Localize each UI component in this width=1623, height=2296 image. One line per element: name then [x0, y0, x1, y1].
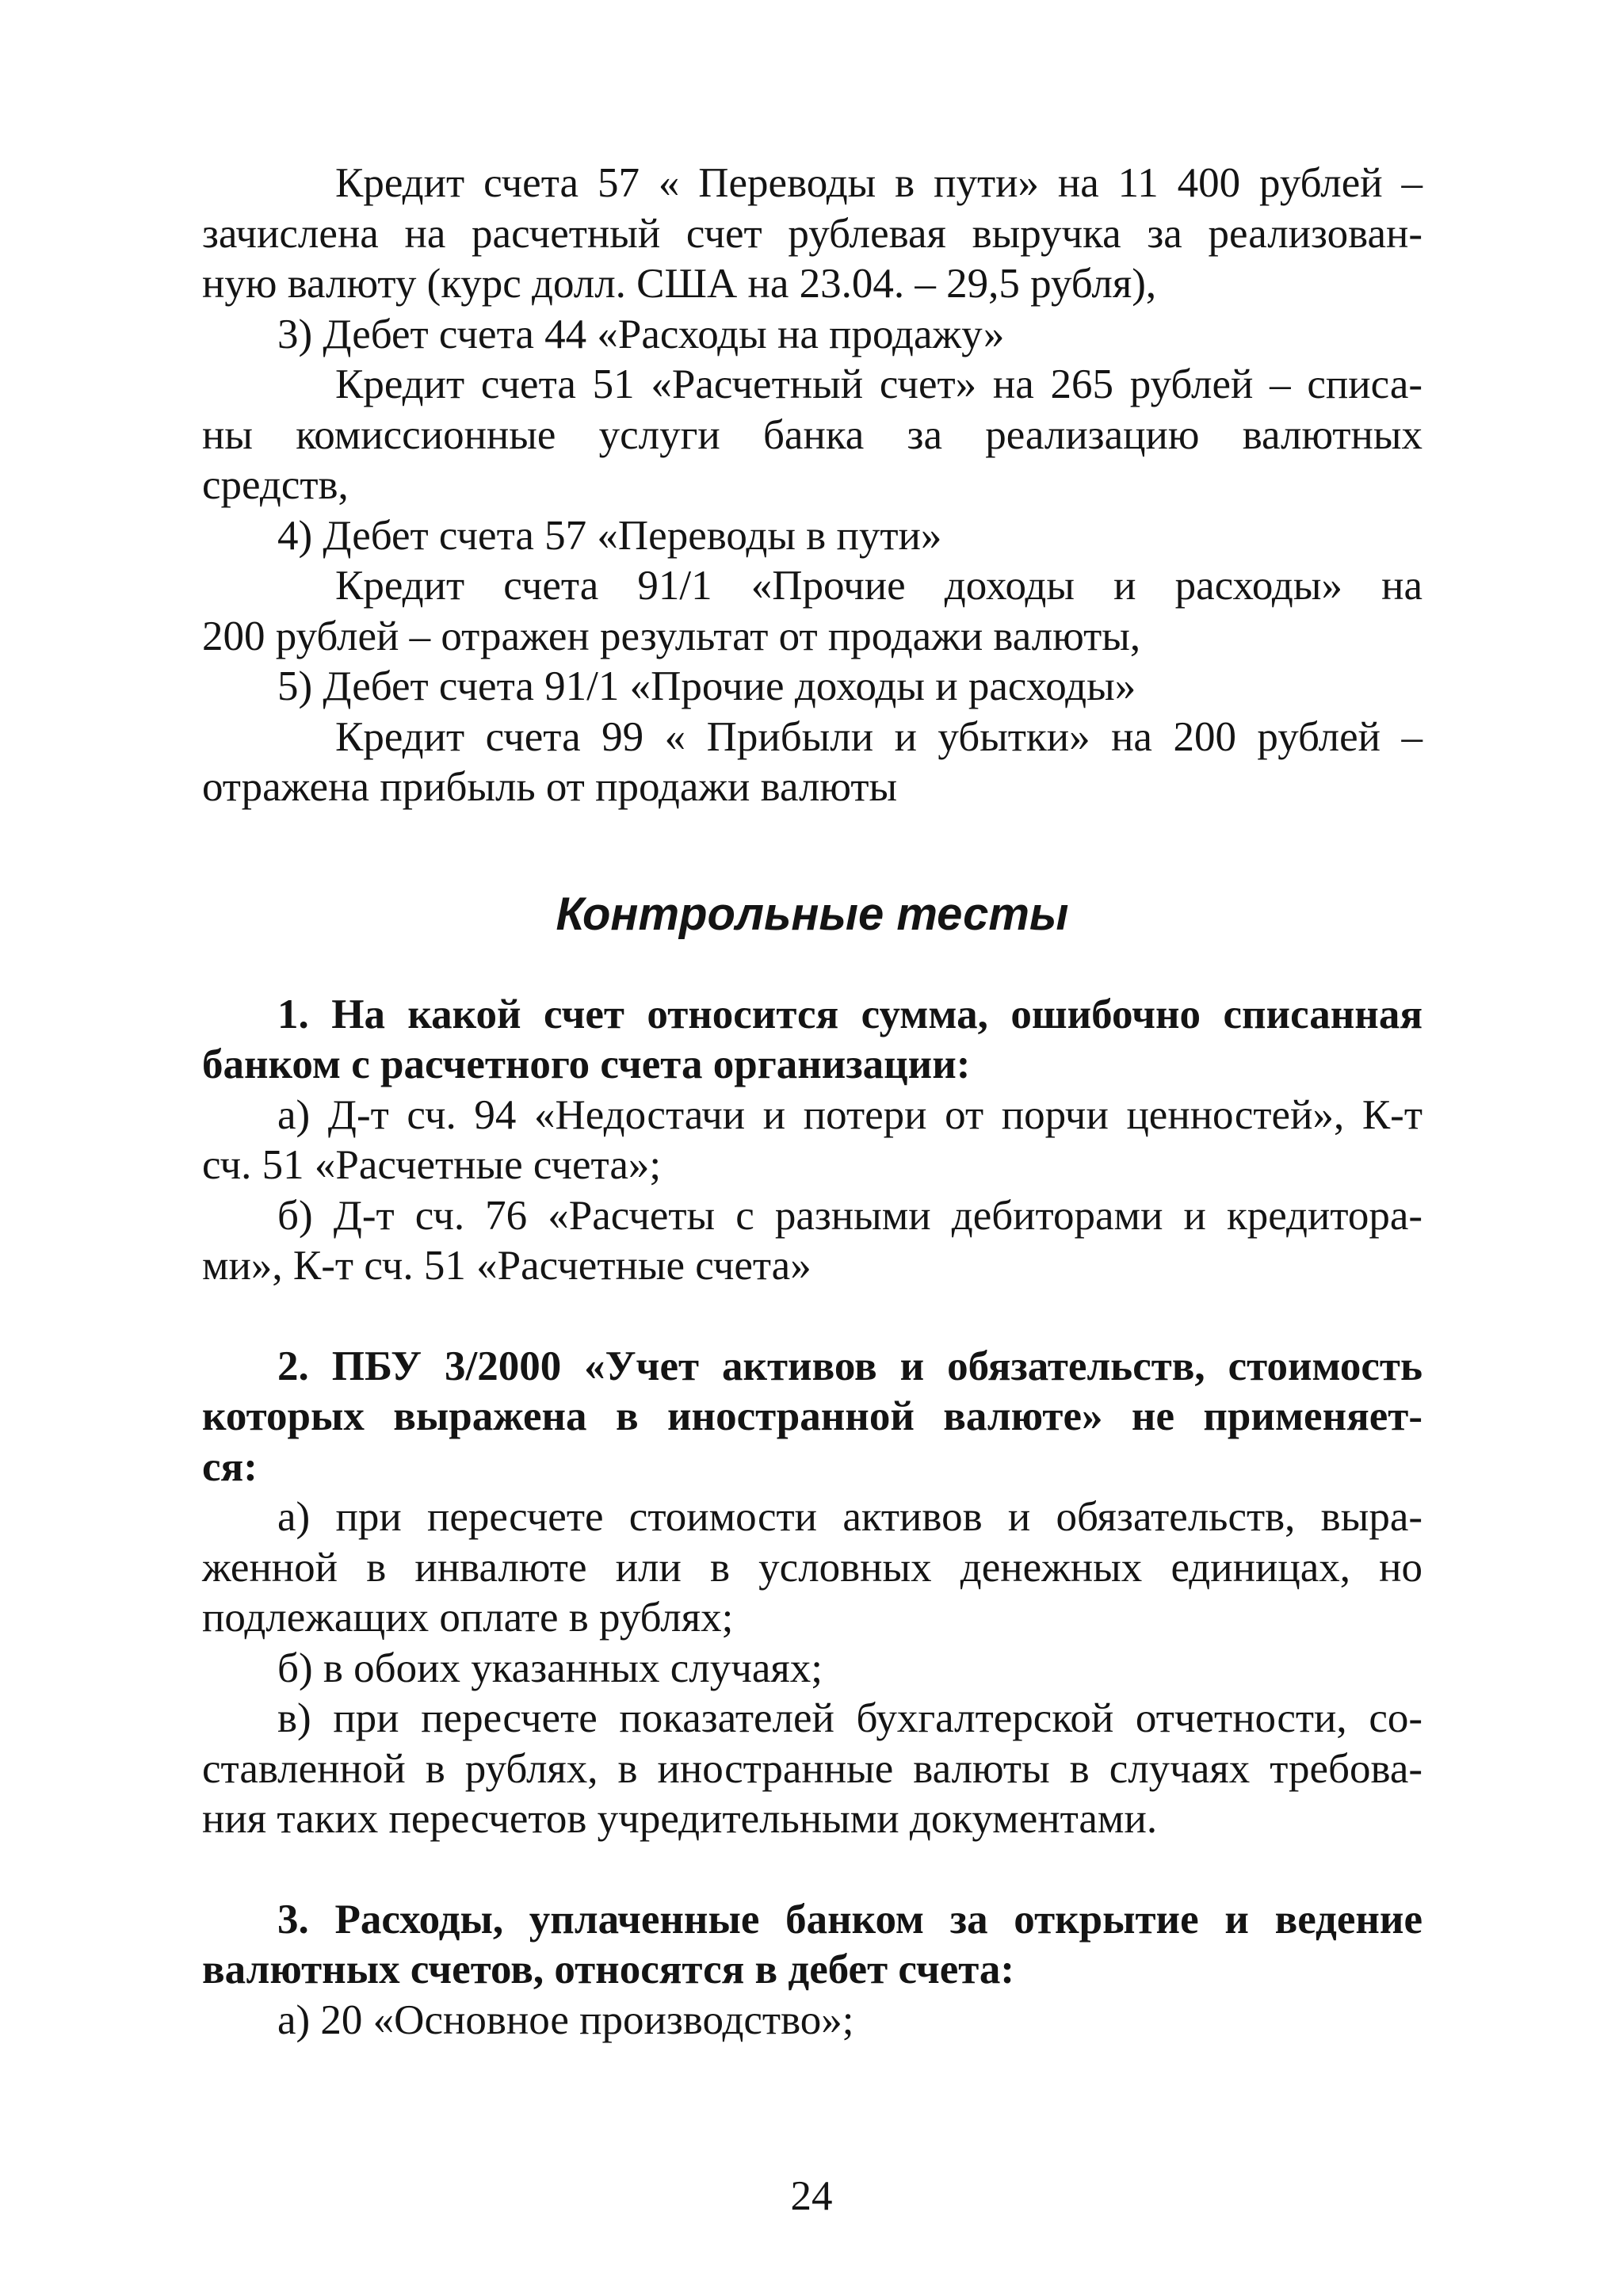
question-text: 3. Расходы, уплаченные банком за открытие и ведение: [277, 1896, 1423, 1943]
text-line: 5) Дебет счета 91/1 «Прочие доходы и расходы»: [277, 663, 1136, 709]
question-text: валютных счетов, относятся в дебет счета:: [202, 1946, 1015, 1992]
text-line: ны комиссионные услуги банка за реализацию валютных: [202, 411, 1423, 458]
text-line: Кредит счета 99 « Прибыли и убытки» на 200 рублей –: [335, 713, 1423, 760]
answer-option: ния таких пересчетов учредительными документами.: [202, 1796, 1158, 1842]
answer-option: а) Д-т сч. 94 «Недостачи и потери от порчи ценностей», К-т: [277, 1091, 1423, 1138]
text-line: 200 рублей – отражен результат от продажи валюты,: [202, 613, 1141, 659]
question-text: банком с расчетного счета организации:: [202, 1041, 971, 1087]
page-number: 24: [790, 2173, 833, 2219]
answer-option: а) при пересчете стоимости активов и обязательств, выра-: [277, 1494, 1423, 1540]
question-1: [202, 990, 1423, 1292]
text-line: 3) Дебет счета 44 «Расходы на продажу»: [277, 311, 1005, 357]
text-line: 4) Дебет счета 57 «Переводы в пути»: [277, 512, 942, 559]
answer-option: б) Д-т сч. 76 «Расчеты с разными дебиторами и кредитора-: [277, 1192, 1423, 1239]
answer-option: сч. 51 «Расчетные счета»;: [202, 1142, 662, 1188]
text-line: ную валюту (курс долл. США на 23.04. – 29,5 рубля),: [202, 261, 1157, 307]
question-text: 1. На какой счет относится сумма, ошибочно списанная: [277, 991, 1423, 1037]
answer-option: женной в инвалюте или в условных денежных единицах, но: [202, 1544, 1423, 1591]
answer-option: ставленной в рублях, в иностранные валюты в случаях требова-: [202, 1745, 1423, 1792]
text-line: Кредит счета 57 « Переводы в пути» на 11 400 рублей –: [335, 160, 1423, 206]
answer-option: а) 20 «Основное производство»;: [277, 1996, 854, 2043]
text-line: Кредит счета 91/1 «Прочие доходы и расходы» на: [335, 563, 1423, 609]
text-line: Кредит счета 51 «Расчетный счет» на 265 рублей – списа-: [335, 361, 1423, 407]
question-2: [202, 1342, 1423, 1845]
answer-option: б) в обоих указанных случаях;: [277, 1645, 823, 1691]
text-line: отражена прибыль от продажи валюты: [202, 764, 898, 810]
answer-option: подлежащих оплате в рублях;: [202, 1595, 734, 1641]
text-line: средств,: [202, 462, 349, 508]
question-text: ся:: [202, 1443, 258, 1490]
answer-option: ми», К-т сч. 51 «Расчетные счета»: [202, 1243, 812, 1289]
question-text: которых выражена в иностранной валюте» не применяет-: [202, 1393, 1423, 1439]
question-text: 2. ПБУ 3/2000 «Учет активов и обязательств, стоимость: [277, 1343, 1423, 1389]
question-3: [202, 1895, 1423, 2046]
text-line: зачислена на расчетный счет рублевая выручка за реализован-: [202, 210, 1423, 257]
page-body: [202, 159, 1423, 2046]
answer-option: в) при пересчете показателей бухгалтерской отчетности, со-: [277, 1695, 1423, 1741]
section-title: Контрольные тесты: [556, 888, 1069, 940]
